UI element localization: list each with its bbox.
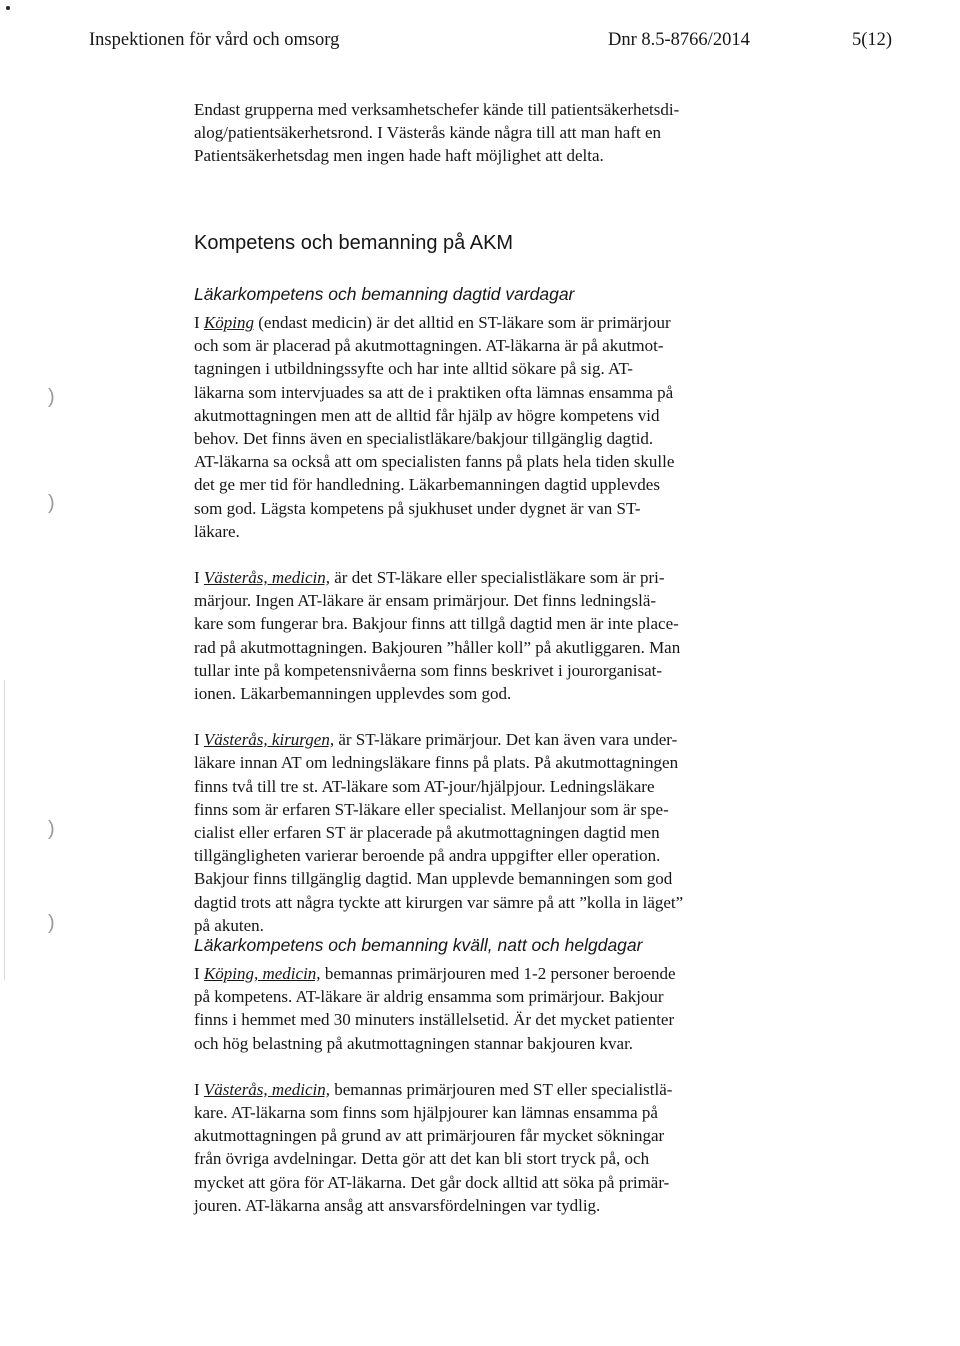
- text-fragment: (endast medicin) är det alltid en ST-läkare som är primärjour: [253, 313, 671, 332]
- location-vasteras-medicin: Västerås, medicin,: [203, 568, 330, 588]
- text-line: behov. Det finns även en specialistläkare/bakjour tillgänglig dagtid.: [194, 429, 654, 449]
- header-organization: Inspektionen för vård och omsorg: [89, 30, 340, 50]
- text-prefix: I: [194, 313, 204, 332]
- text-line: jouren. AT-läkarna ansåg att ansvarsfördelningen var tydlig.: [194, 1195, 601, 1215]
- text-line: och hög belastning på akutmottagningen stannar bakjouren kvar.: [194, 1033, 634, 1053]
- text-line: [194, 728, 754, 751]
- location-vasteras-kirurgen: Västerås, kirurgen,: [203, 730, 335, 750]
- text-line: finns i hemmet med 30 minuters inställelsetid. Är det mycket patienter: [194, 1010, 675, 1030]
- text-line: mycket att göra för AT-läkarna. Det går dock alltid att söka på primär-: [194, 1172, 670, 1192]
- text-fragment: bemannas primärjouren med 1-2 personer beroende: [320, 964, 676, 983]
- text-line: [194, 1078, 754, 1101]
- scan-edge-line: [4, 680, 5, 980]
- text-fragment: är det ST-läkare eller specialistläkare som är pri-: [330, 568, 665, 588]
- text-line: läkarna som intervjuades sa att de i praktiken ofta lämnas ensamma på: [194, 382, 674, 402]
- text-line: tagningen i utbildningssyfte och har inte alltid sökare på sig. AT-: [194, 359, 633, 379]
- text-line: finns som är erfaren ST-läkare eller specialist. Mellanjour som är spe-: [194, 799, 669, 819]
- text-line: AT-läkarna sa också att om specialisten fanns på plats hela tiden skulle: [194, 452, 675, 472]
- text-line: läkare.: [194, 521, 240, 541]
- text-line: akutmottagningen på grund av att primärjouren får mycket sökningar: [194, 1126, 665, 1146]
- location-koping-medicin: Köping, medicin,: [203, 964, 321, 983]
- text-prefix: I: [194, 730, 204, 750]
- text-line: tullar inte på kompetensnivåerna som finns beskrivet i jourorganisat-: [194, 660, 663, 680]
- punch-hole-mark: ): [48, 492, 55, 514]
- text-line: rad på akutmottagningen. Bakjouren ”håller koll” på akutliggaren. Man: [194, 637, 681, 657]
- text-fragment: är ST-läkare primärjour. Det kan även vara under-: [334, 730, 678, 750]
- text-line: Patientsäkerhetsdag men ingen hade haft möjlighet att delta.: [194, 146, 604, 166]
- punch-hole-mark: ): [48, 818, 55, 840]
- header-dnr: Dnr 8.5-8766/2014: [608, 30, 750, 50]
- daytime-section: [194, 311, 754, 937]
- paragraph-vasteras-medicin-day: [194, 566, 754, 705]
- text-line: som god. Lägsta kompetens på sjukhuset under dygnet är van ST-: [194, 498, 641, 518]
- text-line: läkare innan AT om ledningsläkare finns på plats. På akutmottagningen: [194, 753, 679, 773]
- text-line: från övriga avdelningar. Detta gör att det kan bli stort tryck på, och: [194, 1149, 650, 1169]
- text-line: Endast grupperna med verksamhetschefer kände till patientsäkerhetsdi-: [194, 100, 680, 119]
- text-line: [194, 566, 754, 589]
- paragraph-vasteras-medicin-evening: [194, 1078, 754, 1217]
- paragraph-koping-day: [194, 311, 754, 543]
- text-line: Bakjour finns tillgänglig dagtid. Man upplevde bemanningen som god: [194, 869, 673, 889]
- text-line: cialist eller erfaren ST är placerade på akutmottagningen dagtid men: [194, 823, 660, 843]
- text-line: finns två till tre st. AT-läkare som AT-jour/hjälpjour. Ledningsläkare: [194, 776, 655, 796]
- header-page-number: 5(12): [852, 30, 893, 50]
- location-vasteras-medicin-evening: Västerås, medicin,: [203, 1079, 330, 1099]
- text-line: på kompetens. AT-läkare är aldrig ensamma som primärjour. Bakjour: [194, 987, 664, 1007]
- punch-hole-mark: ): [48, 912, 55, 934]
- subheading-daytime: Läkarkompetens och bemanning dagtid vardagar: [194, 284, 575, 304]
- text-line: tillgängligheten varierar beroende på andra uppgifter eller operation.: [194, 846, 661, 866]
- text-line: kare. AT-läkarna som finns som hjälpjourer kan lämnas ensamma på: [194, 1103, 658, 1123]
- punch-hole-mark: ): [48, 386, 55, 408]
- text-line: det ge mer tid för handledning. Läkarbemanningen dagtid upplevdes: [194, 475, 660, 495]
- text-line: ionen. Läkarbemanningen upplevdes som god.: [194, 684, 512, 704]
- text-fragment: bemannas primärjouren med ST eller specialistlä-: [330, 1079, 673, 1099]
- text-prefix: I: [194, 568, 204, 588]
- paragraph-koping-evening: [194, 962, 754, 1055]
- paragraph-vasteras-kirurgen-day: [194, 728, 754, 937]
- text-line: på akuten.: [194, 915, 264, 935]
- subheading-evening: Läkarkompetens och bemanning kväll, natt och helgdagar: [194, 935, 643, 955]
- text-line: [194, 962, 754, 985]
- text-line: dagtid trots att några tyckte att kirurgen var sämre på att ”kolla in läget”: [194, 892, 684, 912]
- scan-speck: [6, 6, 10, 10]
- text-prefix: I: [194, 964, 204, 983]
- text-line: [194, 311, 754, 334]
- text-line: och som är placerad på akutmottagningen. AT-läkarna är på akutmot-: [194, 336, 664, 356]
- text-line: märjour. Ingen AT-läkare är ensam primärjour. Det finns ledningslä-: [194, 591, 657, 611]
- intro-paragraph: [194, 98, 754, 168]
- section-heading: Kompetens och bemanning på AKM: [194, 232, 514, 254]
- text-line: alog/patientsäkerhetsrond. I Västerås kände några till att man haft en: [194, 123, 662, 143]
- evening-section: [194, 962, 754, 1217]
- location-koping: Köping: [203, 313, 254, 332]
- text-line: kare som fungerar bra. Bakjour finns att tillgå dagtid men är inte place-: [194, 614, 679, 634]
- text-prefix: I: [194, 1079, 204, 1099]
- text-line: akutmottagningen men att de alltid får hjälp av högre kompetens vid: [194, 405, 660, 425]
